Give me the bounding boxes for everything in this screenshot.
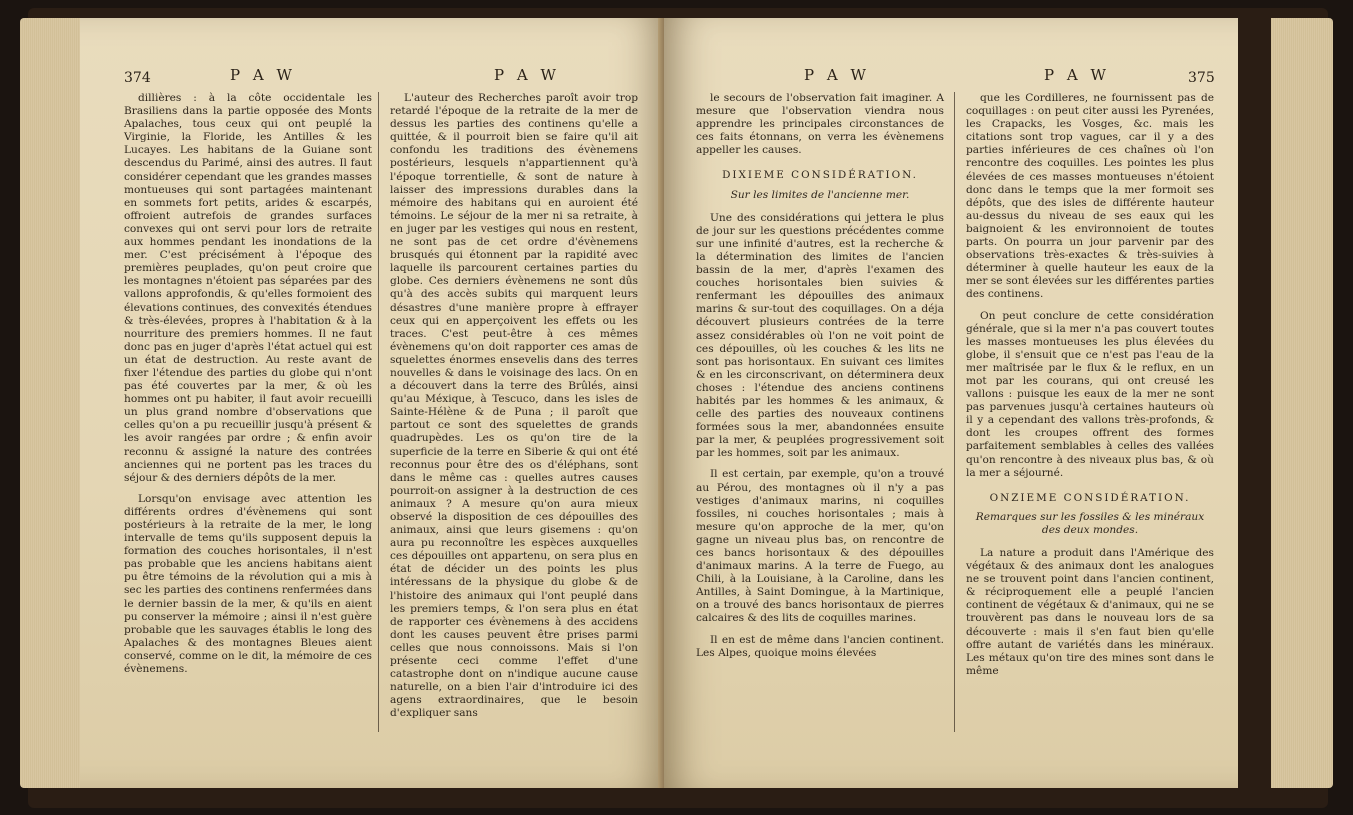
text-column (966, 92, 1214, 686)
section-heading: DIXIEME CONSIDÉRATION. (722, 169, 918, 182)
column-rule (954, 92, 955, 732)
text-column (390, 92, 638, 729)
running-header: P A W (1044, 66, 1110, 84)
text-column (696, 92, 944, 668)
section-subtitle: Remarques sur les fossiles & les minéraux des deux mondes. (975, 510, 1205, 536)
paragraph: Lorsqu'on envisage avec attention les différents ordres d'évènemens qui sont postérieurs à la retraite de la mer, le long intervalle de tems qu'ils supposent depuis la formation des couches horisontales, il n'est pas probable que les anciens habitans aient pu être témoins de la révolution qui a mis à sec les parties des continens renfermées dans le dernier bassin de la mer, & qu'ils en aient pu conserver la mémoire ; ainsi il n'est guère probable que les sauvages établis le long des Apalaches & des montagnes Bleues aient conservé, comme on le dit, la mémoire de ces évènemens. (124, 492, 372, 676)
paragraph: Une des considérations qui jettera le plus de jour sur les questions précédentes comme sur une infinité d'autres, est la recherche & la détermination des limites de l'ancien bassin de la mer, d'après l'examen des couches horisontales bien suivies & renfermant les dépouilles des animaux marins & sur-tout des coquillages. On a déja découvert plusieurs contrées de la terre assez considérables où l'on ne voit point de ces dépouilles, où les couches & les lits ne sont pas horisontaux. En suivant ces limites & en les circonscrivant, on déterminera deux choses : l'étendue des anciens continens habités par les hommes & les animaux, & celle des parties des nouveaux continens formées sous la mer, abandonnées ensuite par la mer, & peuplées progressivement soit par les hommes, soit par les animaux. (696, 211, 944, 460)
paragraph: On peut conclure de cette considération générale, que si la mer n'a pas couvert toutes les masses montueuses les plus élevées du globe, il s'ensuit que ce n'est pas l'eau de la mer maîtrisée par le flux & le reflux, en un mot par les courans, qui ont creusé les vallons : puisque les eaux de la mer ne sont pas parvenues jusqu'à certaines hauteurs où il y a cependant des vallons très-profonds, & dont les croupes offrent des formes parfaitement semblables à celles des vallées qu'on rencontre à des niveaux plus bas, & où la mer a séjourné. (966, 309, 1214, 479)
paragraph: La nature a produit dans l'Amérique des végétaux & des animaux dont les analogues ne se trouvent point dans l'ancien continent, & réciproquement elle a peuplé l'ancien continent de végétaux & d'animaux, qui ne se trouvèrent pas dans le nouveau lors de sa découverte : mais il s'en faut bien qu'elle offre autant de variétés dans les minéraux. Les métaux qu'on tire des mines sont dans le même (966, 547, 1214, 677)
page-number: 375 (1188, 70, 1215, 86)
column-rule (378, 92, 379, 732)
paragraph: L'auteur des Recherches paroît avoir trop retardé l'époque de la retraite de la mer de dessus les parties des continens qu'elle a quittée, & il pourroit bien se faire qu'il ait confondu les traditions des évènemens postérieurs, lesquels n'appartiennent qu'à l'époque torrentielle, & sont de nature à laisser des impressions durables dans la mémoire des habitans qui en auroient été témoins. Le séjour de la mer ni sa retraite, à en juger par les vestiges qui nous en restent, ne sont pas de cet ordre d'évènemens brusqués qui étonnent par la rapidité avec laquelle ils parcourent certaines parties du globe. Ces derniers évènemens ne sont dûs qu'à des accès subits qui marquent leurs désastres d'une manière propre à effrayer ceux qui en apperçoivent les effets ou les traces. C'est peut-être à ces mêmes évènemens qu'on doit rapporter ces amas de squelettes énormes ensevelis dans des terres nouvelles & dans le voisinage des lacs. On en a découvert dans la terre des Brûlés, ainsi qu'au Méxique, à Tescuco, dans les isles de Sainte-Hélène & de Puna ; il paroît que partout ce sont des squelettes de grands quadrupèdes. Les os qu'on tire de la superficie de la terre en Siberie & qui ont été reconnus pour être des os d'éléphans, sont dans le même cas : quelles autres causes pourroit-on assigner à la destruction de ces animaux ? A mesure qu'on aura mieux observé la disposition de ces dépouilles des animaux, ainsi que leurs gisemens : qu'on aura pu reconnoître les espèces auxquelles ces dépouilles ont appartenu, on sera plus en état de décider un des points les plus intéressans de la physique du globe & de l'histoire des animaux qui l'ont peuplé dans les premiers temps, & l'on sera plus en état de rapporter ces évènemens à des accidens dont les causes peuvent être prises parmi celles que nous connoissons. Mais si l'on présente ceci comme l'effet d'une catastrophe dont on n'indique aucune cause naturelle, on a bien l'air d'introduire ici des agens extraordinaires, que le besoin d'expliquer sans (390, 92, 638, 720)
running-header: P A W (494, 66, 560, 84)
paragraph: Il est certain, par exemple, qu'on a trouvé au Pérou, des montagnes où il n'y a pas vestiges d'animaux marins, ni coquilles fossiles, ni couches horisontales ; mais à mesure qu'on approche de la mer, qu'on gagne un niveau plus bas, on rencontre de ces bancs horisontaux & des dépouilles d'animaux marins. A la terre de Fuego, au Chili, à la Louisiane, à la Caroline, dans les Antilles, à Saint Domingue, à la Martinique, on a trouvé des bancs horisontaux de pierres calcaires & des lits de coquilles marines. (696, 468, 944, 625)
left-page-edges (20, 18, 80, 788)
section-subtitle: Sur les limites de l'ancienne mer. (730, 188, 910, 201)
section-heading: ONZIEME CONSIDÉRATION. (989, 491, 1191, 504)
running-header: P A W (804, 66, 870, 84)
paragraph: dillières : à la côte occidentale les Brasiliens dans la partie opposée des Monts Apalaches, tous ceux qui ont peuplé la Virginie, la Floride, les Antilles & les Lucayes. Les habitans de la Guiane sont descendus du Parimé, ainsi des autres. Il faut considérer cependant que les grandes masses montueuses qui sont partagées maintenant en sommets fort petits, arides & escarpés, offroient autrefois de grandes surfaces convexes qui ont servi pour lors de retraite aux hommes pendant les inondations de la mer. C'est précisément à l'époque des premières peuplades, qu'on peut croire que les montagnes n'étoient pas séparées par des vallons approfondis, & qu'elles formoient des élevations continues, des convexités étendues & très-élevées, propres à l'habitation & à la nourriture des premiers hommes. Il ne faut donc pas en juger d'après l'état actuel qui est un état de destruction. Au reste avant de fixer l'étendue des parties du globe qui n'ont pas été couvertes par la mer, & où les hommes ont pu habiter, il faut avoir recueilli un plus grand nombre d'observations que celles qu'on a pu recueillir jusqu'à présent & les avoir rangées par ordre ; & enfin avoir reconnu & assigné la nature des contrées anciennes qui ne portent pas les traces du séjour & des derniers dépôts de la mer. (124, 92, 372, 484)
paragraph: que les Cordilleres, ne fournissent pas de coquillages : on peut citer aussi les Pyrenées, les Crapacks, les Vosges, &c. mais les citations sont trop vagues, car il y a des parties inférieures de ces chaînes où l'on rencontre des coquilles. Les pointes les plus élevées de ces masses montueuses n'étoient donc dans le temps que la mer formoit ses dépôts, que des isles de différente hauteur au-dessus du niveau de ses eaux qui les baignoient & les environnoient de toutes parts. On pourra un jour parvenir par des observations très-exactes & très-suivies à déterminer à quelle hauteur les eaux de la mer se sont élevées sur les différentes parties des continens. (966, 92, 1214, 301)
paragraph: Il en est de même dans l'ancien continent. Les Alpes, quoique moins élevées (696, 633, 944, 659)
right-page-edges (1271, 18, 1333, 788)
page-number: 374 (124, 70, 151, 86)
running-header: P A W (230, 66, 296, 84)
right-page (664, 18, 1238, 788)
text-column (124, 92, 372, 684)
left-page (80, 18, 666, 788)
paragraph: le secours de l'observation fait imaginer. A mesure que l'observation viendra nous apprendre les principales circonstances de ces faits étonnans, on verra les évènemens appeller les causes. (696, 92, 944, 157)
